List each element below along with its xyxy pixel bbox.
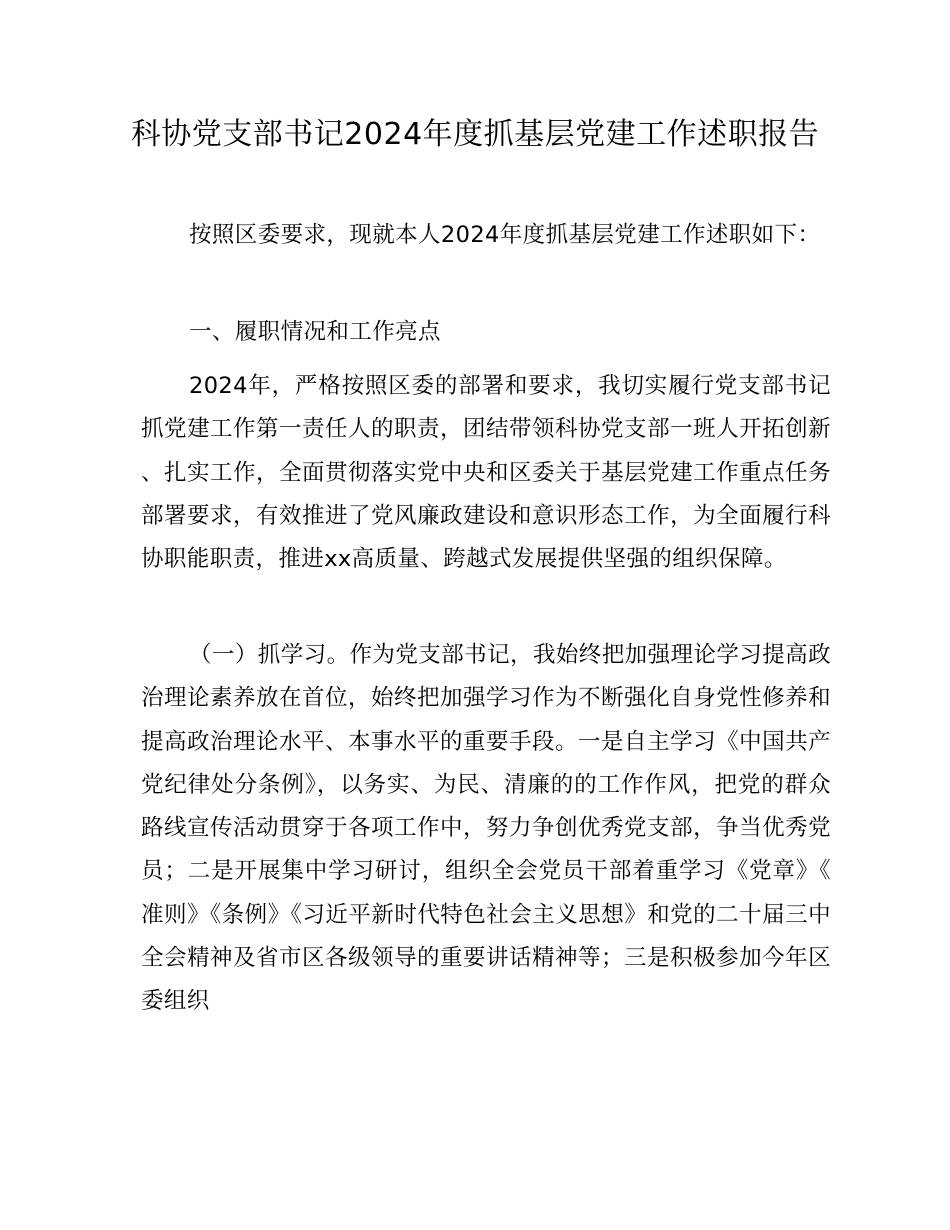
body-paragraph: （一）抓学习。作为党支部书记，我始终把加强理论学习提高政治理论素养放在首位，始终把加强学习作为不断强化自身党性修养和提高政治理论水平、本事水平的重要手段。一是自主学习《中国共产党纪律处分条例》，以务实、为民、清廉的的工作作风，把党的群众路线宣传活动贯穿于各项工作中，努力争创优秀党支部，争当优秀党员；二是开展集中学习研讨，组织全会党员干部着重学习《党章》《准则》《条例》《习近平新时代特色社会主义思想》和党的二十届三中全会精神及省市区各级领导的重要讲话精神等；三是积极参加今年区委组织 <box>141 642 831 1015</box>
section-heading: 一、履职情况和工作亮点 <box>189 319 441 345</box>
body-paragraph: 2024年，严格按照区委的部署和要求，我切实履行党支部书记抓党建工作第一责任人的职责，团结带领科协党支部一班人开拓创新、扎实工作，全面贯彻落实党中央和区委关于基层党建工作重点任务部署要求，有效推进了党风廉政建设和意识形态工作，为全面履行科协职能职责，推进xx高质量、跨越式发展提供坚强的组织保障。 <box>141 373 831 573</box>
document-title: 科协党支部书记2024年度抓基层党建工作述职报告 <box>130 117 820 152</box>
intro-paragraph: 按照区委要求，现就本人2024年度抓基层党建工作述职如下： <box>189 222 821 248</box>
